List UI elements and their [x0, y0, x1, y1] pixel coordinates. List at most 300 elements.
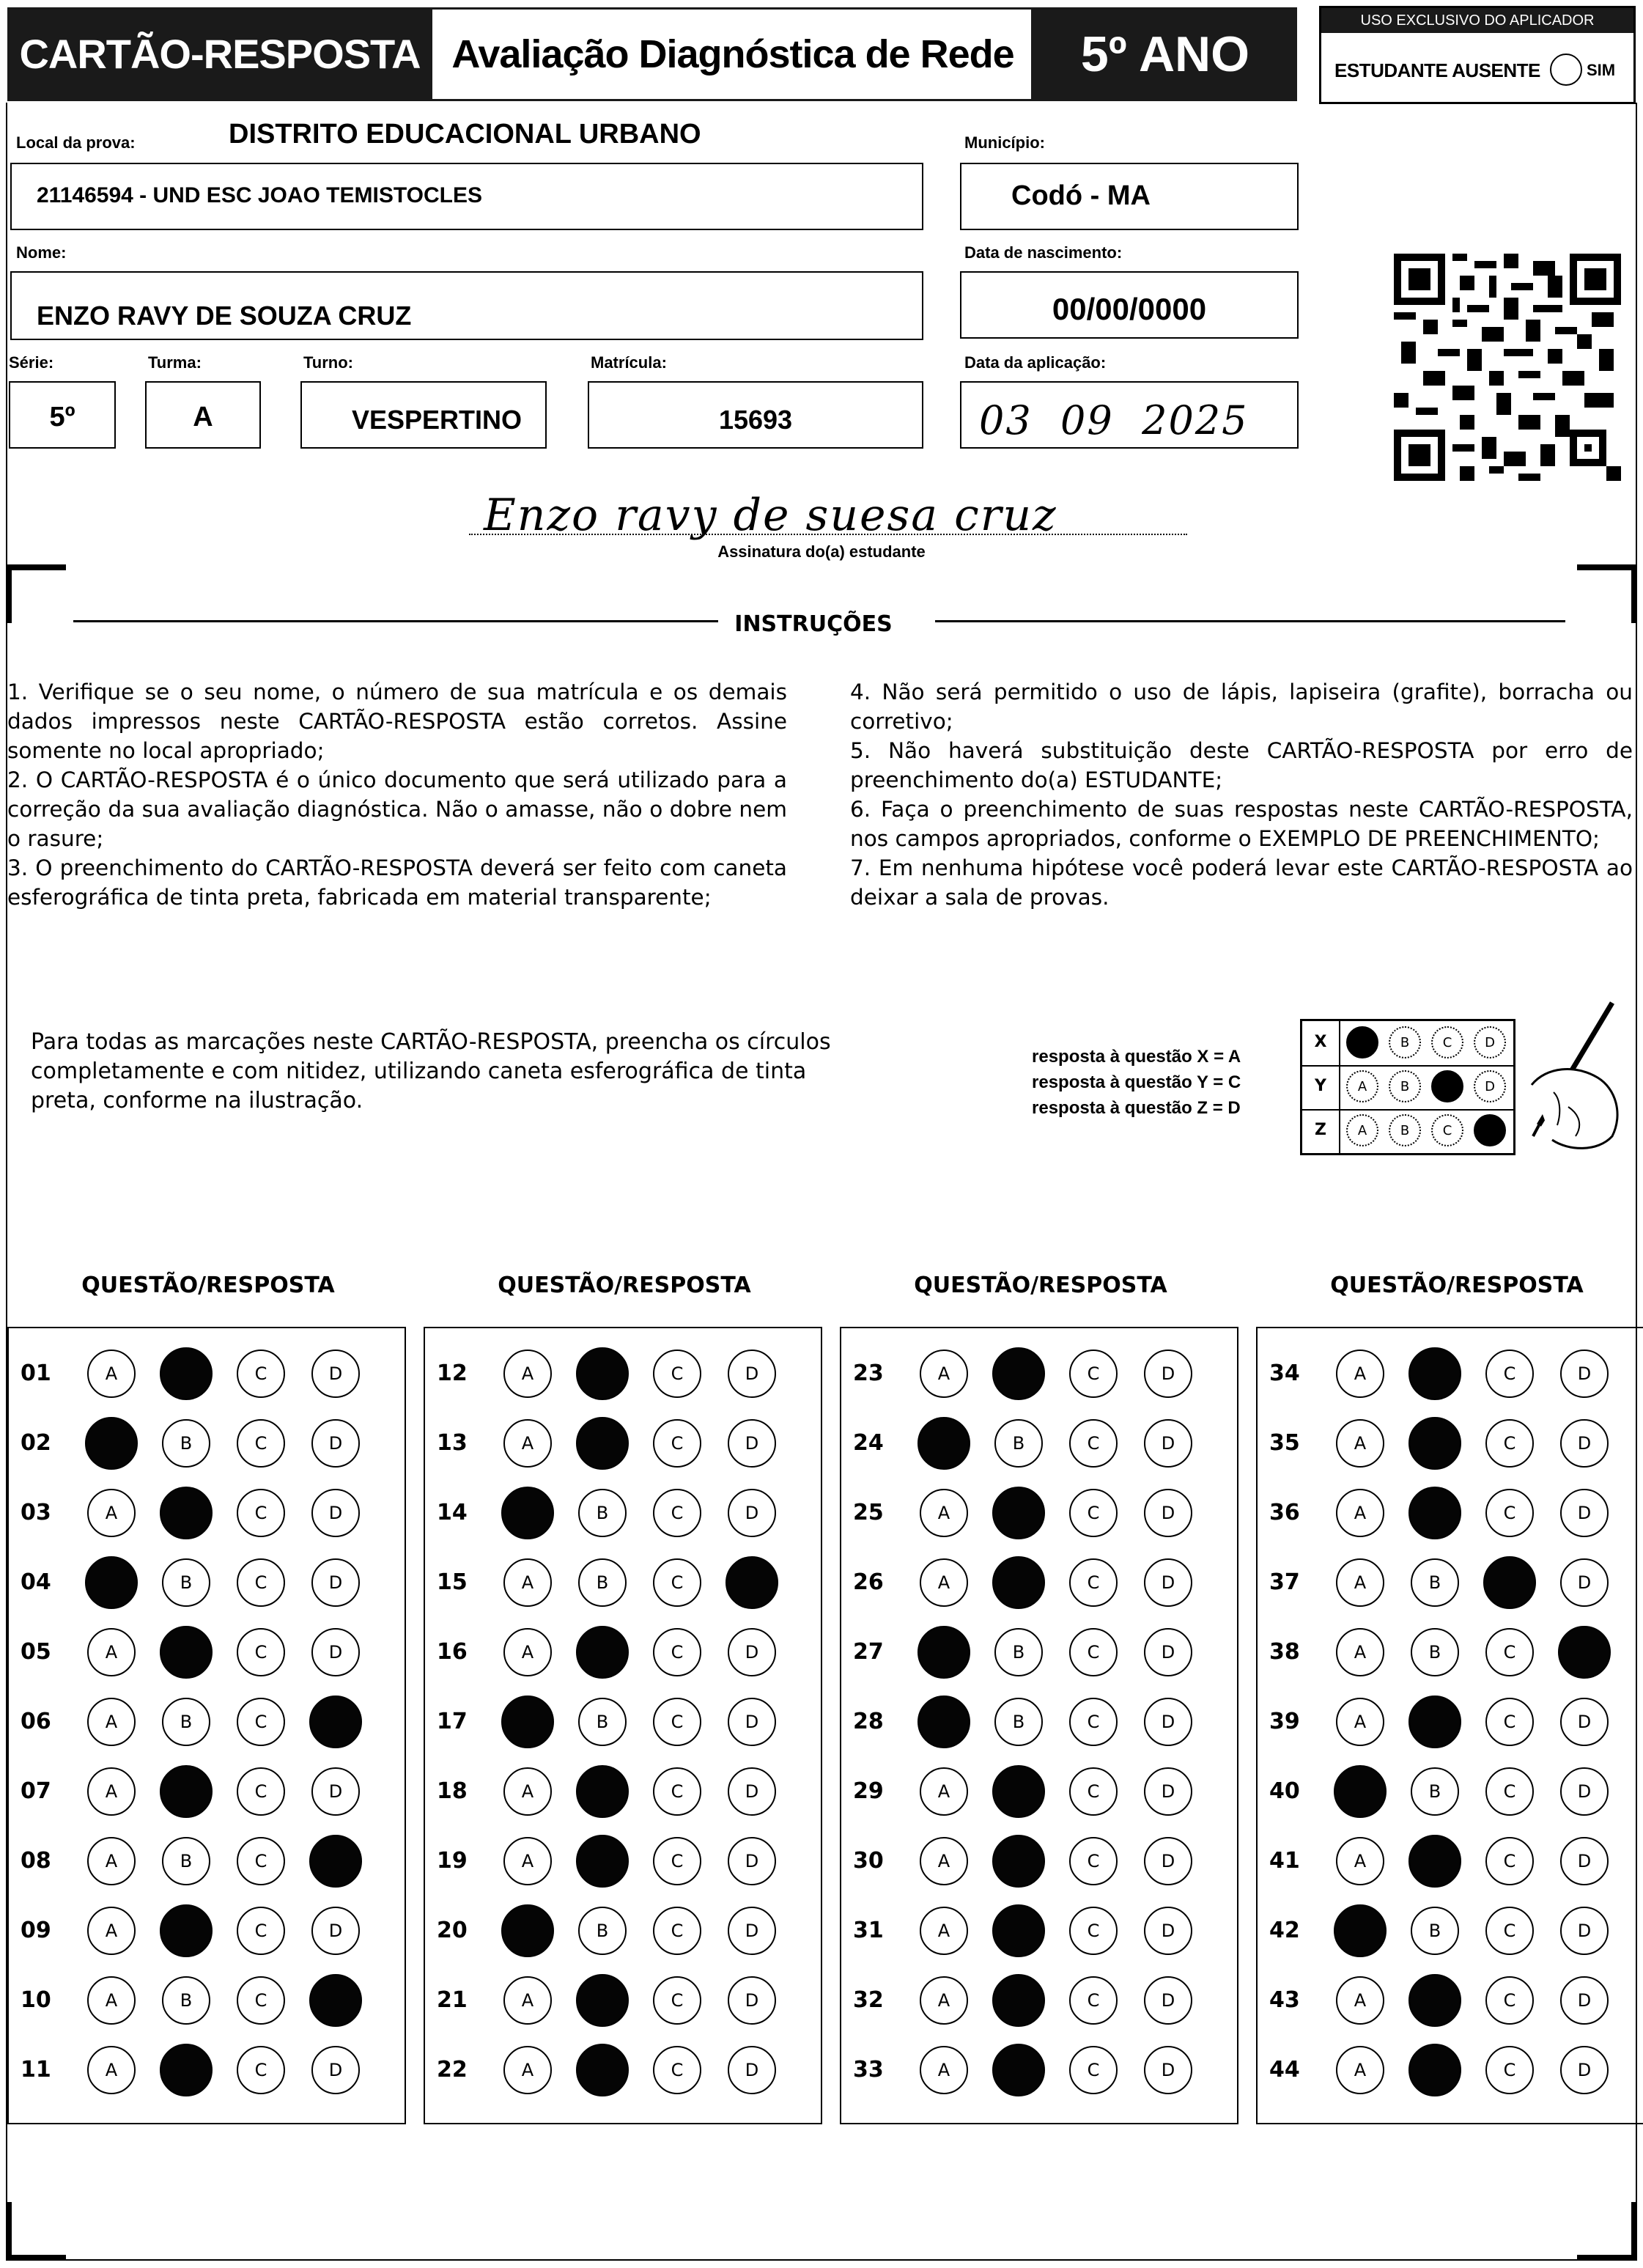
question-number: 09 [21, 1918, 51, 1943]
answer-bubble-b[interactable] [576, 1417, 629, 1470]
answer-bubble-letter: D [328, 1363, 343, 1384]
answer-bubble-d[interactable] [1560, 2046, 1609, 2094]
answer-bubble-c[interactable] [237, 1767, 285, 1816]
answer-bubble-b[interactable] [1411, 1907, 1459, 1955]
answer-column-title: QUESTÃO/RESPOSTA [81, 1273, 335, 1298]
answer-bubble-b[interactable] [994, 1419, 1043, 1468]
serie-field [9, 381, 116, 449]
answer-bubble-letter: D [1161, 1990, 1175, 2011]
instruction-item: 4. Não será permitido o uso de lápis, lapiseira (grafite), borracha ou corretivo; [850, 680, 1633, 734]
answer-bubble-c[interactable] [237, 1837, 285, 1885]
answer-bubble-letter: B [1012, 1642, 1025, 1663]
answer-bubble-c[interactable] [1485, 1419, 1534, 1468]
answer-bubble-a[interactable] [920, 1907, 968, 1955]
answer-bubble-b[interactable] [578, 1907, 627, 1955]
answer-bubble-a[interactable] [503, 2046, 552, 2094]
answer-bubble-b[interactable] [992, 1487, 1045, 1539]
answer-bubble-letter: A [521, 1572, 534, 1593]
answer-bubble-b[interactable] [994, 1698, 1043, 1746]
answer-bubble-c[interactable] [653, 1350, 701, 1398]
answer-bubble-d[interactable] [311, 1489, 360, 1537]
answer-bubble-letter: D [745, 2060, 759, 2080]
answer-bubble-a[interactable] [920, 1350, 968, 1398]
answer-bubble-c[interactable] [1069, 2046, 1118, 2094]
answer-bubble-c[interactable] [237, 1976, 285, 2025]
answer-bubble-letter: C [1503, 1781, 1516, 1802]
answer-bubble-letter: A [521, 1851, 534, 1871]
answer-bubble-a[interactable] [501, 1696, 554, 1748]
answer-bubble-a[interactable] [87, 1837, 136, 1885]
instruction-item: 1. Verifique se o seu nome, o número de sua matrícula e os demais dados impressos neste CARTÃO-RESPOSTA estão corretos. Assine somente no local apropriado; [7, 680, 787, 763]
answer-bubble-c[interactable] [1069, 1698, 1118, 1746]
serie-label: Série: [9, 353, 54, 372]
answer-bubble-a[interactable] [1336, 2046, 1384, 2094]
answer-bubble-c[interactable] [653, 1558, 701, 1607]
answer-bubble-letter: D [745, 1851, 759, 1871]
answer-bubble-letter: C [1087, 1781, 1100, 1802]
answer-bubble-a[interactable] [1336, 1419, 1384, 1468]
answer-bubble-a[interactable] [87, 1907, 136, 1955]
answer-column-panel [7, 1327, 406, 2124]
answer-bubble-d[interactable] [1560, 1489, 1609, 1537]
answer-bubble-b[interactable] [1411, 1558, 1459, 1607]
example-caption-y: resposta à questão Y = C [1032, 1072, 1241, 1092]
answer-bubble-letter: A [1354, 1990, 1367, 2011]
answer-bubble-letter: A [1354, 1642, 1367, 1663]
question-number: 42 [1269, 1918, 1300, 1943]
answer-bubble-b[interactable] [1411, 1767, 1459, 1816]
answer-bubble-letter: D [1161, 1921, 1175, 1941]
answer-bubble-c[interactable] [1069, 1419, 1118, 1468]
aplicacao-field[interactable] [960, 381, 1299, 449]
answer-bubble-d[interactable] [1560, 1558, 1609, 1607]
answer-bubble-c[interactable] [237, 1489, 285, 1537]
answer-bubble-letter: C [1087, 2060, 1100, 2080]
answer-bubble-c[interactable] [1069, 1767, 1118, 1816]
answer-bubble-letter: C [1503, 1363, 1516, 1384]
answer-bubble-letter: D [1577, 1712, 1592, 1732]
answer-bubble-b[interactable] [1408, 2044, 1461, 2096]
answer-bubble-d[interactable] [1144, 1976, 1192, 2025]
answer-bubble-a[interactable] [503, 1419, 552, 1468]
example-bubble-c [1431, 1070, 1463, 1102]
answer-bubble-d[interactable] [1560, 1767, 1609, 1816]
answer-bubble-c[interactable] [1069, 1837, 1118, 1885]
answer-bubble-c[interactable] [1485, 1698, 1534, 1746]
grade-badge: 5º ANO [1080, 26, 1250, 82]
answer-card-title-banner [7, 7, 432, 101]
answer-bubble-a[interactable] [1336, 1976, 1384, 2025]
answer-bubble-b[interactable] [162, 1419, 210, 1468]
municipio-value: Codó - MA [1011, 180, 1151, 211]
question-row [425, 2041, 821, 2099]
question-row [9, 1623, 405, 1682]
answer-bubble-letter: A [937, 1503, 950, 1523]
answer-bubble-letter: A [937, 2060, 950, 2080]
answer-bubble-c[interactable] [1069, 1628, 1118, 1676]
answer-bubble-letter: C [1087, 1712, 1100, 1732]
answer-bubble-d[interactable] [728, 1767, 776, 1816]
answer-bubble-c[interactable] [1485, 2046, 1534, 2094]
answer-bubble-a[interactable] [1336, 1350, 1384, 1398]
answer-bubble-d[interactable] [725, 1556, 778, 1609]
answer-bubble-b[interactable] [162, 1837, 210, 1885]
answer-bubble-b[interactable] [576, 1347, 629, 1400]
absent-label: ESTUDANTE AUSENTE [1334, 59, 1540, 81]
answer-bubble-c[interactable] [237, 1419, 285, 1468]
answer-bubble-letter: C [1087, 1503, 1100, 1523]
answer-bubble-b[interactable] [992, 1765, 1045, 1818]
answer-bubble-b[interactable] [162, 1698, 210, 1746]
example-caption-z: resposta à questão Z = D [1032, 1098, 1241, 1118]
instructions-right-column [850, 677, 1633, 912]
question-row [425, 1344, 821, 1403]
answer-bubble-b[interactable] [1408, 1347, 1461, 1400]
question-row [841, 1344, 1237, 1403]
answer-bubble-d[interactable] [311, 1558, 360, 1607]
answer-bubble-letter: A [105, 1712, 118, 1732]
answer-bubble-a[interactable] [920, 1767, 968, 1816]
answer-bubble-a[interactable] [503, 1837, 552, 1885]
answer-bubble-c[interactable] [653, 1419, 701, 1468]
absent-checkbox[interactable] [1550, 54, 1582, 86]
answer-bubble-letter: D [1161, 1712, 1175, 1732]
answer-bubble-a[interactable] [1336, 1489, 1384, 1537]
answer-column-panel [424, 1327, 822, 2124]
nascimento-field [960, 271, 1299, 339]
question-number: 29 [853, 1778, 884, 1804]
answer-bubble-b[interactable] [160, 1765, 213, 1818]
answer-bubble-c[interactable] [653, 1698, 701, 1746]
answer-bubble-b[interactable] [1408, 1974, 1461, 2027]
question-row [1258, 1484, 1643, 1542]
answer-bubble-a[interactable] [920, 1558, 968, 1607]
answer-bubble-b[interactable] [576, 1626, 629, 1679]
answer-bubble-letter: D [745, 1990, 759, 2011]
answer-bubble-d[interactable] [1560, 1976, 1609, 2025]
question-row [1258, 1693, 1643, 1751]
answer-bubble-b[interactable] [160, 1904, 213, 1957]
answer-bubble-b[interactable] [1408, 1417, 1461, 1470]
answer-bubble-a[interactable] [920, 1976, 968, 2025]
answer-bubble-d[interactable] [1560, 1837, 1609, 1885]
answer-bubble-b[interactable] [578, 1558, 627, 1607]
answer-bubble-d[interactable] [1560, 1419, 1609, 1468]
answer-bubble-c[interactable] [237, 2046, 285, 2094]
question-number: 14 [437, 1500, 468, 1525]
answer-bubble-a[interactable] [87, 1489, 136, 1537]
answer-bubble-c[interactable] [237, 1350, 285, 1398]
answer-bubble-d[interactable] [311, 1767, 360, 1816]
answer-bubble-b[interactable] [992, 1556, 1045, 1609]
question-number: 37 [1269, 1569, 1300, 1595]
answer-bubble-c[interactable] [1069, 1350, 1118, 1398]
question-row [841, 1553, 1237, 1612]
answer-bubble-d[interactable] [309, 1974, 362, 2027]
applicator-box [1319, 6, 1636, 104]
answer-bubble-a[interactable] [920, 2046, 968, 2094]
answer-bubble-c[interactable] [653, 2046, 701, 2094]
answer-bubble-a[interactable] [501, 1487, 554, 1539]
answer-bubble-d[interactable] [1144, 1350, 1192, 1398]
answer-bubble-letter: A [105, 1503, 118, 1523]
answer-bubble-a[interactable] [1334, 1904, 1387, 1957]
answer-bubble-c[interactable] [653, 1976, 701, 2025]
answer-bubble-b[interactable] [162, 1976, 210, 2025]
answer-bubble-letter: D [1161, 2060, 1175, 2080]
answer-bubble-b[interactable] [578, 1698, 627, 1746]
nome-label: Nome: [16, 243, 67, 262]
answer-bubble-a[interactable] [1336, 1558, 1384, 1607]
answer-bubble-a[interactable] [920, 1489, 968, 1537]
answer-bubble-d[interactable] [1144, 1628, 1192, 1676]
answer-bubble-c[interactable] [1069, 1976, 1118, 2025]
answer-bubble-d[interactable] [311, 1350, 360, 1398]
answer-bubble-c[interactable] [653, 1628, 701, 1676]
question-number: 24 [853, 1430, 884, 1456]
answer-bubble-b[interactable] [992, 1347, 1045, 1400]
answer-bubble-d[interactable] [1144, 1767, 1192, 1816]
answer-bubble-c[interactable] [1485, 1350, 1534, 1398]
answer-bubble-a[interactable] [1334, 1765, 1387, 1818]
answer-bubble-c[interactable] [653, 1837, 701, 1885]
answer-bubble-d[interactable] [1560, 1907, 1609, 1955]
answer-bubble-letter: B [596, 1921, 609, 1941]
answer-bubble-a[interactable] [920, 1837, 968, 1885]
question-row [9, 2041, 405, 2099]
answer-bubble-c[interactable] [237, 1698, 285, 1746]
answer-bubble-letter: C [671, 1712, 684, 1732]
answer-bubble-a[interactable] [501, 1904, 554, 1957]
answer-bubble-b[interactable] [992, 1974, 1045, 2027]
answer-bubble-letter: A [105, 1642, 118, 1663]
answer-bubble-letter: A [1354, 1712, 1367, 1732]
answer-bubble-d[interactable] [309, 1835, 362, 1888]
answer-bubble-letter: C [254, 1433, 267, 1454]
question-number: 22 [437, 2057, 468, 2083]
answer-bubble-a[interactable] [87, 1350, 136, 1398]
answer-bubble-b[interactable] [992, 2044, 1045, 2096]
answer-bubble-letter: C [671, 1851, 684, 1871]
answer-bubble-a[interactable] [87, 1767, 136, 1816]
question-number: 39 [1269, 1709, 1300, 1734]
answer-bubble-c[interactable] [1485, 1907, 1534, 1955]
answer-bubble-b[interactable] [578, 1489, 627, 1537]
example-row-label: X [1314, 1033, 1327, 1051]
municipio-field [960, 163, 1299, 230]
answer-bubble-c[interactable] [653, 1907, 701, 1955]
answer-bubble-letter: C [1087, 1642, 1100, 1663]
answer-bubble-letter: A [105, 1363, 118, 1384]
answer-bubble-b[interactable] [576, 1765, 629, 1818]
nascimento-value: 00/00/0000 [1052, 292, 1207, 326]
answer-bubble-d[interactable] [728, 1976, 776, 2025]
answer-bubble-c[interactable] [1485, 1837, 1534, 1885]
answer-bubble-b[interactable] [992, 1904, 1045, 1957]
grade-badge-box [1033, 7, 1297, 101]
example-bubble-d: D [1474, 1026, 1506, 1058]
answer-bubble-letter: A [937, 1363, 950, 1384]
answer-bubble-b[interactable] [160, 1487, 213, 1539]
question-number: 28 [853, 1709, 884, 1734]
question-number: 32 [853, 1987, 884, 2013]
local-label: Local da prova: [16, 133, 136, 152]
answer-bubble-d[interactable] [1144, 1837, 1192, 1885]
answer-bubble-a[interactable] [503, 1558, 552, 1607]
answer-bubble-d[interactable] [728, 1698, 776, 1746]
question-number: 03 [21, 1500, 51, 1525]
matricula-value: 15693 [718, 405, 793, 435]
answer-bubble-a[interactable] [503, 1350, 552, 1398]
answer-bubble-b[interactable] [576, 1835, 629, 1888]
answer-bubble-a[interactable] [87, 1628, 136, 1676]
answer-bubble-d[interactable] [311, 1628, 360, 1676]
answer-bubble-d[interactable] [1558, 1626, 1611, 1679]
question-number: 43 [1269, 1987, 1300, 2013]
question-number: 35 [1269, 1430, 1300, 1456]
answer-bubble-letter: D [745, 1921, 759, 1941]
turno-label: Turno: [303, 353, 354, 372]
answer-bubble-d[interactable] [1144, 1698, 1192, 1746]
answer-bubble-b[interactable] [160, 1347, 213, 1400]
answer-bubble-letter: D [328, 1433, 343, 1454]
answer-bubble-d[interactable] [1144, 2046, 1192, 2094]
answer-bubble-a[interactable] [918, 1626, 970, 1679]
answer-bubble-b[interactable] [1411, 1628, 1459, 1676]
answer-bubble-d[interactable] [1144, 1558, 1192, 1607]
answer-bubble-b[interactable] [994, 1628, 1043, 1676]
answer-bubble-b[interactable] [1408, 1696, 1461, 1748]
answer-bubble-c[interactable] [237, 1907, 285, 1955]
answer-bubble-c[interactable] [1069, 1907, 1118, 1955]
question-number: 38 [1269, 1639, 1300, 1665]
answer-bubble-a[interactable] [1336, 1698, 1384, 1746]
example-row-divider [1302, 1065, 1513, 1067]
answer-bubble-b[interactable] [576, 1974, 629, 2027]
answer-bubble-a[interactable] [85, 1556, 138, 1609]
answer-bubble-letter: D [328, 1642, 343, 1663]
answer-bubble-letter: B [1012, 1712, 1025, 1732]
answer-bubble-b[interactable] [1408, 1487, 1461, 1539]
answer-bubble-d[interactable] [728, 1907, 776, 1955]
answer-bubble-c[interactable] [1485, 1976, 1534, 2025]
answer-bubble-d[interactable] [728, 2046, 776, 2094]
answer-bubble-letter: D [328, 2060, 343, 2080]
answer-bubble-d[interactable] [311, 1907, 360, 1955]
answer-bubble-letter: C [254, 1503, 267, 1523]
nome-field [10, 271, 923, 340]
question-row [1258, 1762, 1643, 1821]
answer-bubble-b[interactable] [1408, 1835, 1461, 1888]
answer-bubble-letter: D [328, 1781, 343, 1802]
answer-bubble-d[interactable] [1144, 1489, 1192, 1537]
answer-bubble-d[interactable] [728, 1628, 776, 1676]
question-row [841, 1901, 1237, 1960]
answer-bubble-letter: B [180, 1990, 193, 2011]
answer-bubble-d[interactable] [728, 1350, 776, 1398]
example-col-divider [1339, 1021, 1340, 1153]
answer-bubble-letter: C [671, 1990, 684, 2011]
answer-bubble-b[interactable] [992, 1835, 1045, 1888]
question-row [841, 2041, 1237, 2099]
answer-bubble-a[interactable] [918, 1417, 970, 1470]
answer-bubble-a[interactable] [87, 1698, 136, 1746]
instruction-item: 7. Em nenhuma hipótese você poderá levar este CARTÃO-RESPOSTA ao deixar a sala de provas. [850, 855, 1633, 910]
answer-bubble-d[interactable] [1560, 1350, 1609, 1398]
answer-bubble-letter: D [1577, 1851, 1592, 1871]
answer-bubble-letter: A [1354, 1503, 1367, 1523]
answer-bubble-a[interactable] [87, 1976, 136, 2025]
answer-bubble-c[interactable] [237, 1558, 285, 1607]
answer-bubble-d[interactable] [311, 1419, 360, 1468]
answer-bubble-d[interactable] [728, 1489, 776, 1537]
answer-bubble-c[interactable] [1485, 1767, 1534, 1816]
answer-bubble-c[interactable] [1483, 1556, 1536, 1609]
answer-bubble-a[interactable] [1336, 1837, 1384, 1885]
answer-bubble-c[interactable] [1069, 1489, 1118, 1537]
answer-bubble-c[interactable] [653, 1767, 701, 1816]
instructions-rule-right [935, 620, 1565, 622]
answer-bubble-b[interactable] [160, 2044, 213, 2096]
answer-bubble-d[interactable] [728, 1837, 776, 1885]
answer-bubble-letter: A [521, 1642, 534, 1663]
answer-bubble-letter: C [671, 1503, 684, 1523]
answer-bubble-d[interactable] [728, 1419, 776, 1468]
answer-bubble-c[interactable] [1485, 1489, 1534, 1537]
question-row [9, 1484, 405, 1542]
answer-bubble-a[interactable] [503, 1976, 552, 2025]
question-row [841, 1414, 1237, 1473]
answer-bubble-a[interactable] [503, 1767, 552, 1816]
answer-bubble-letter: A [521, 1363, 534, 1384]
answer-column-title: QUESTÃO/RESPOSTA [498, 1273, 751, 1298]
answer-bubble-d[interactable] [311, 2046, 360, 2094]
turma-value: A [193, 402, 213, 432]
answer-bubble-a[interactable] [85, 1417, 138, 1470]
answer-column-title: QUESTÃO/RESPOSTA [914, 1273, 1167, 1298]
answer-bubble-c[interactable] [1069, 1558, 1118, 1607]
answer-bubble-letter: D [1161, 1433, 1175, 1454]
answer-bubble-a[interactable] [1336, 1628, 1384, 1676]
answer-bubble-c[interactable] [237, 1628, 285, 1676]
answer-bubble-c[interactable] [653, 1489, 701, 1537]
answer-bubble-c[interactable] [1485, 1628, 1534, 1676]
answer-bubble-a[interactable] [87, 2046, 136, 2094]
municipio-label: Município: [964, 133, 1045, 152]
answer-bubble-letter: B [1012, 1433, 1025, 1454]
question-number: 13 [437, 1430, 468, 1456]
answer-bubble-d[interactable] [1560, 1698, 1609, 1746]
answer-bubble-b[interactable] [160, 1626, 213, 1679]
answer-bubble-d[interactable] [1144, 1907, 1192, 1955]
answer-bubble-d[interactable] [1144, 1419, 1192, 1468]
question-number: 01 [21, 1361, 51, 1386]
answer-bubble-d[interactable] [309, 1696, 362, 1748]
question-row [9, 1971, 405, 2030]
answer-bubble-b[interactable] [576, 2044, 629, 2096]
question-row [1258, 1623, 1643, 1682]
answer-bubble-letter: C [254, 1990, 267, 2011]
example-caption-x: resposta à questão X = A [1032, 1047, 1241, 1067]
question-number: 16 [437, 1639, 468, 1665]
answer-bubble-letter: D [745, 1433, 759, 1454]
answer-bubble-a[interactable] [503, 1628, 552, 1676]
answer-bubble-letter: A [937, 1572, 950, 1593]
serie-value: 5º [49, 402, 75, 432]
question-number: 17 [437, 1709, 468, 1734]
answer-bubble-a[interactable] [918, 1696, 970, 1748]
answer-bubble-b[interactable] [162, 1558, 210, 1607]
